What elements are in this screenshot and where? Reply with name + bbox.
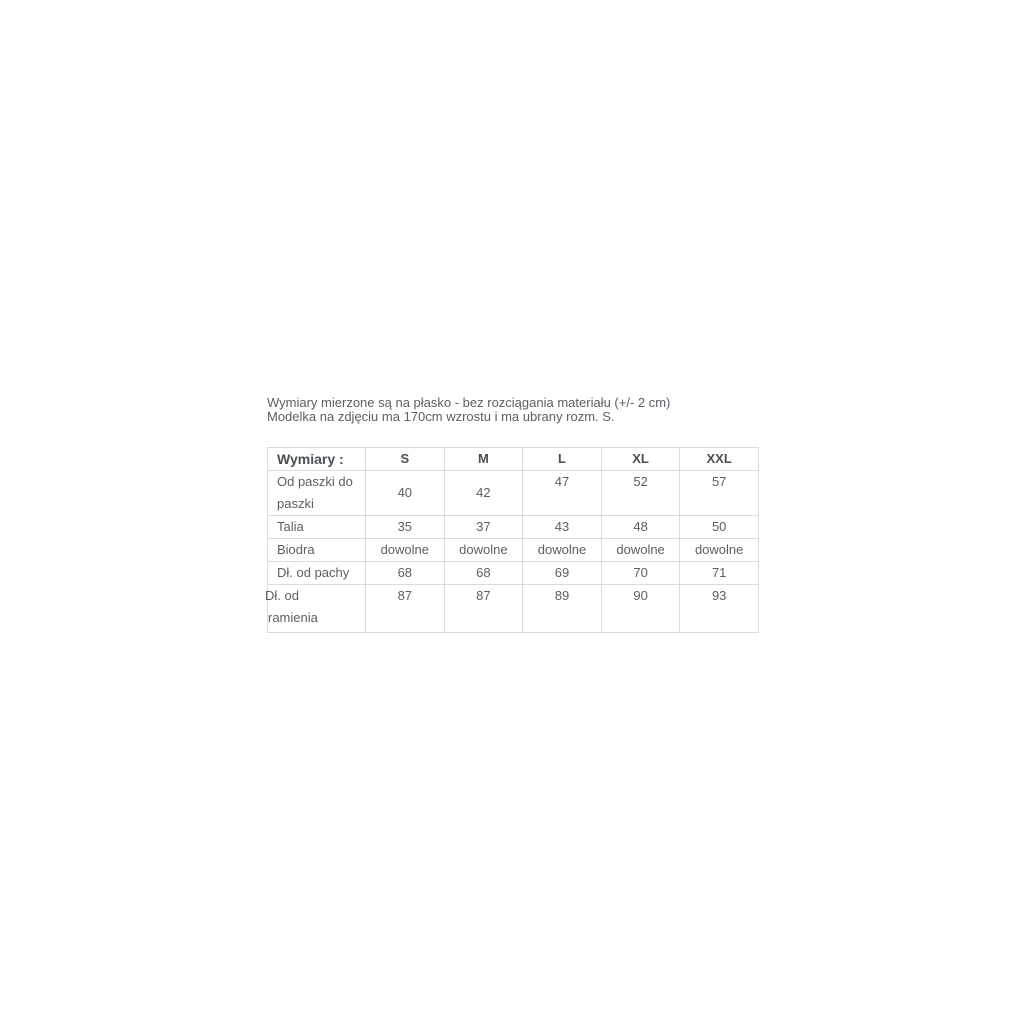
header-cell-size-xxl: XXL xyxy=(680,448,759,471)
size-table xyxy=(267,447,759,633)
value-cell: 40 xyxy=(366,471,445,516)
value-cell: 70 xyxy=(601,562,680,585)
value-cell: 50 xyxy=(680,516,759,539)
value-cell: 68 xyxy=(366,562,445,585)
value-cell: 47 xyxy=(523,471,602,516)
table-row-od-paszki-do-paszki xyxy=(268,471,759,516)
value-cell: 48 xyxy=(601,516,680,539)
value-cell: 93 xyxy=(680,585,759,633)
value-cell: 87 xyxy=(366,585,445,633)
value-cell: 37 xyxy=(444,516,523,539)
value-cell: dowolne xyxy=(601,539,680,562)
row-label: Talia xyxy=(268,516,366,539)
measurement-note-line2: Modelka na zdjęciu ma 170cm wzrostu i ma ubrany rozm. S. xyxy=(267,408,615,424)
value-cell: dowolne xyxy=(523,539,602,562)
value-cell: 89 xyxy=(523,585,602,633)
value-cell: dowolne xyxy=(444,539,523,562)
header-cell-size-l: L xyxy=(523,448,602,471)
measurement-note-line1: Wymiary mierzone są na płasko - bez rozciągania materiału (+/- 2 cm) xyxy=(267,395,671,410)
table-row-talia xyxy=(268,516,759,539)
value-cell: 52 xyxy=(601,471,680,516)
value-cell: 68 xyxy=(444,562,523,585)
row-label: Dł. od ramienia xyxy=(268,585,366,633)
value-cell: dowolne xyxy=(680,539,759,562)
value-cell: 57 xyxy=(680,471,759,516)
value-cell: dowolne xyxy=(366,539,445,562)
header-cell-size-xl: XL xyxy=(601,448,680,471)
value-cell: 69 xyxy=(523,562,602,585)
row-label: Biodra xyxy=(268,539,366,562)
table-row-dl-od-ramienia xyxy=(268,585,759,633)
header-cell-wymiary: Wymiary : xyxy=(268,448,366,471)
table-row-biodra xyxy=(268,539,759,562)
value-cell: 42 xyxy=(444,471,523,516)
header-cell-size-m: M xyxy=(444,448,523,471)
size-chart-section xyxy=(267,396,758,633)
value-cell: 43 xyxy=(523,516,602,539)
value-cell: 87 xyxy=(444,585,523,633)
header-cell-size-s: S xyxy=(366,448,445,471)
table-row-dl-od-pachy xyxy=(268,562,759,585)
value-cell: 90 xyxy=(601,585,680,633)
row-label: Dł. od pachy xyxy=(268,562,366,585)
row-label: Od paszki do paszki xyxy=(268,471,366,516)
size-table-header-row xyxy=(268,448,759,471)
value-cell: 35 xyxy=(366,516,445,539)
measurement-note xyxy=(267,396,758,423)
value-cell: 71 xyxy=(680,562,759,585)
